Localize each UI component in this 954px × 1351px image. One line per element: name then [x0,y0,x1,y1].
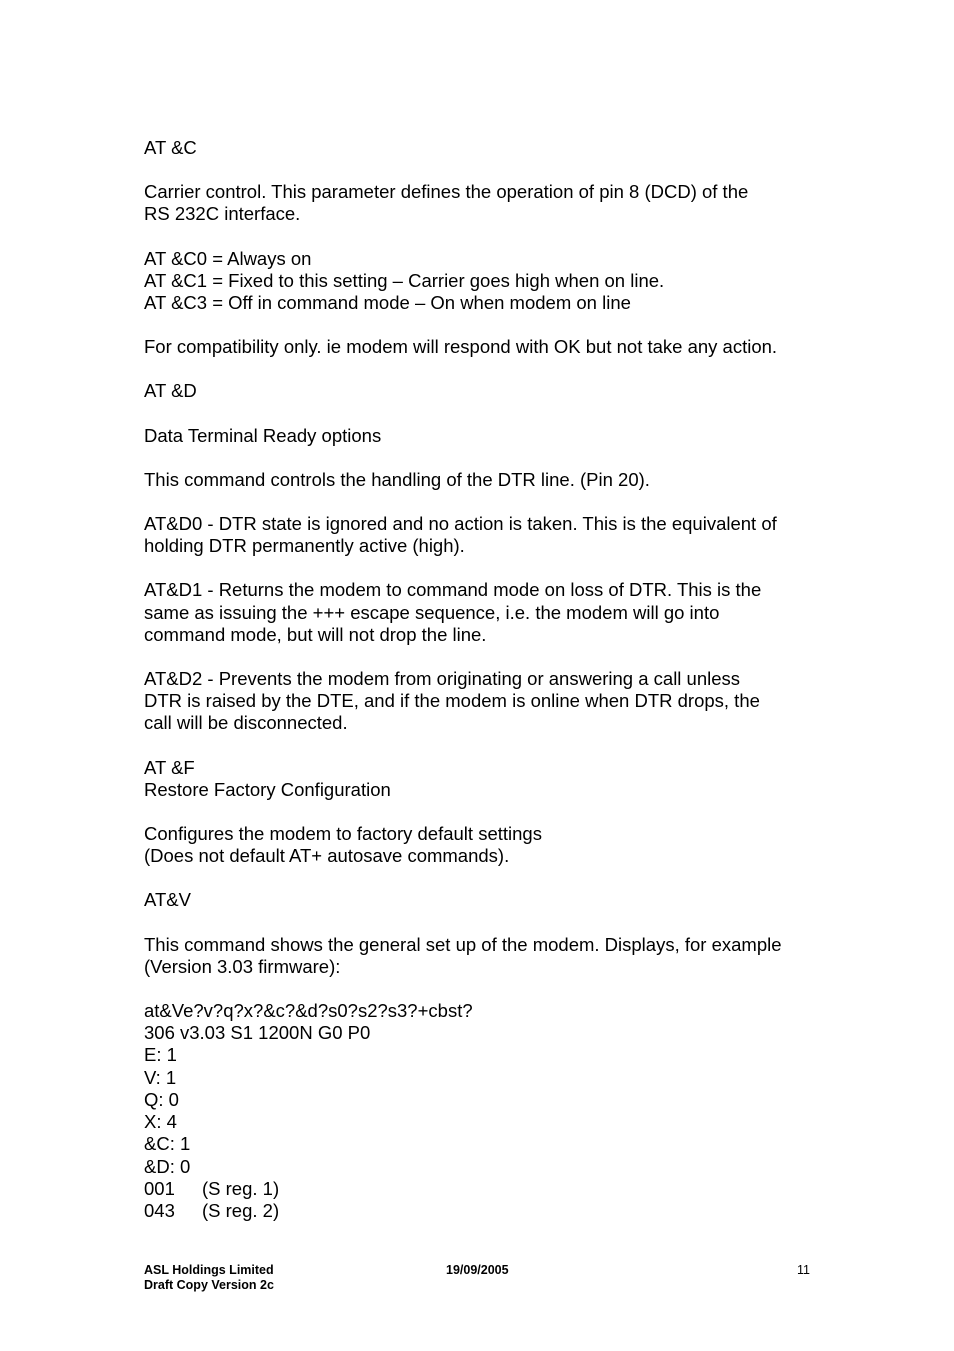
register-value: 043 [144,1199,175,1221]
at-c-note [144,336,824,358]
text-line: (Does not default AT+ autosave commands). [144,845,510,867]
section-heading: AT &C [144,137,197,158]
section-heading: AT &D [144,380,197,402]
text-line: Carrier control. This parameter defines the operation of pin 8 (DCD) of the [144,181,749,203]
register-line [144,1178,824,1200]
text-line: Data Terminal Ready options [144,424,382,446]
text-line: This command controls the handling of the DTR line. (Pin 20). [144,468,650,490]
text-line: AT&D0 - DTR state is ignored and no action is taken. This is the equivalent of [144,513,777,535]
footer-company: ASL Holdings Limited [144,1263,274,1277]
at-v-heading [144,889,824,911]
section-heading: AT &F [144,756,195,778]
register-line [144,1200,824,1222]
at-f-heading-block [144,757,824,801]
text-line: call will be disconnected. [144,712,348,734]
at-v-output [144,1000,824,1222]
text-line: (Version 3.03 firmware): [144,955,341,977]
at-c-description [144,181,824,225]
output-line: at&Ve?v?q?x?&c?&d?s0?s2?s3?+cbst? [144,1000,473,1022]
footer-left [144,1263,274,1293]
output-line: E: 1 [144,1044,177,1066]
at-f-description [144,823,824,867]
text-line: holding DTR permanently active (high). [144,535,465,557]
document-body [144,137,824,1244]
text-line: For compatibility only. ie modem will respond with OK but not take any action. [144,336,778,358]
register-value: 001 [144,1177,175,1199]
output-line: &D: 0 [144,1155,191,1177]
output-line: Q: 0 [144,1088,179,1110]
output-line: 306 v3.03 S1 1200N G0 P0 [144,1022,371,1044]
at-d0-paragraph [144,513,824,557]
at-d1-paragraph [144,579,824,646]
text-line: same as issuing the +++ escape sequence, i.e. the modem will go into [144,601,720,623]
option-line: AT &C0 = Always on [144,247,312,269]
footer-version: Draft Copy Version 2c [144,1278,274,1292]
output-line: X: 4 [144,1111,177,1133]
option-line: AT &C3 = Off in command mode – On when modem on line [144,292,631,314]
at-d-description [144,469,824,491]
output-line: V: 1 [144,1066,177,1088]
output-line: &C: 1 [144,1133,191,1155]
at-d-heading [144,380,824,402]
page-number: 11 [797,1263,810,1277]
register-label: (S reg. 1) [202,1177,280,1199]
section-heading: AT&V [144,889,191,911]
register-label: (S reg. 2) [202,1199,280,1221]
text-line: command mode, but will not drop the line. [144,623,487,645]
at-d2-paragraph [144,668,824,735]
text-line: Configures the modem to factory default settings [144,823,542,845]
text-line: AT&D2 - Prevents the modem from originating or answering a call unless [144,668,741,690]
text-line: This command shows the general set up of the modem. Displays, for example [144,933,782,955]
at-c-options [144,248,824,315]
option-line: AT &C1 = Fixed to this setting – Carrier goes high when on line. [144,269,665,291]
at-d-title [144,425,824,447]
at-c-heading [144,137,824,159]
text-line: AT&D1 - Returns the modem to command mode on loss of DTR. This is the [144,579,762,601]
text-line: Restore Factory Configuration [144,778,391,800]
text-line: DTR is raised by the DTE, and if the modem is online when DTR drops, the [144,690,760,712]
at-v-description [144,934,824,978]
text-line: RS 232C interface. [144,203,301,225]
footer-date: 19/09/2005 [446,1263,509,1277]
